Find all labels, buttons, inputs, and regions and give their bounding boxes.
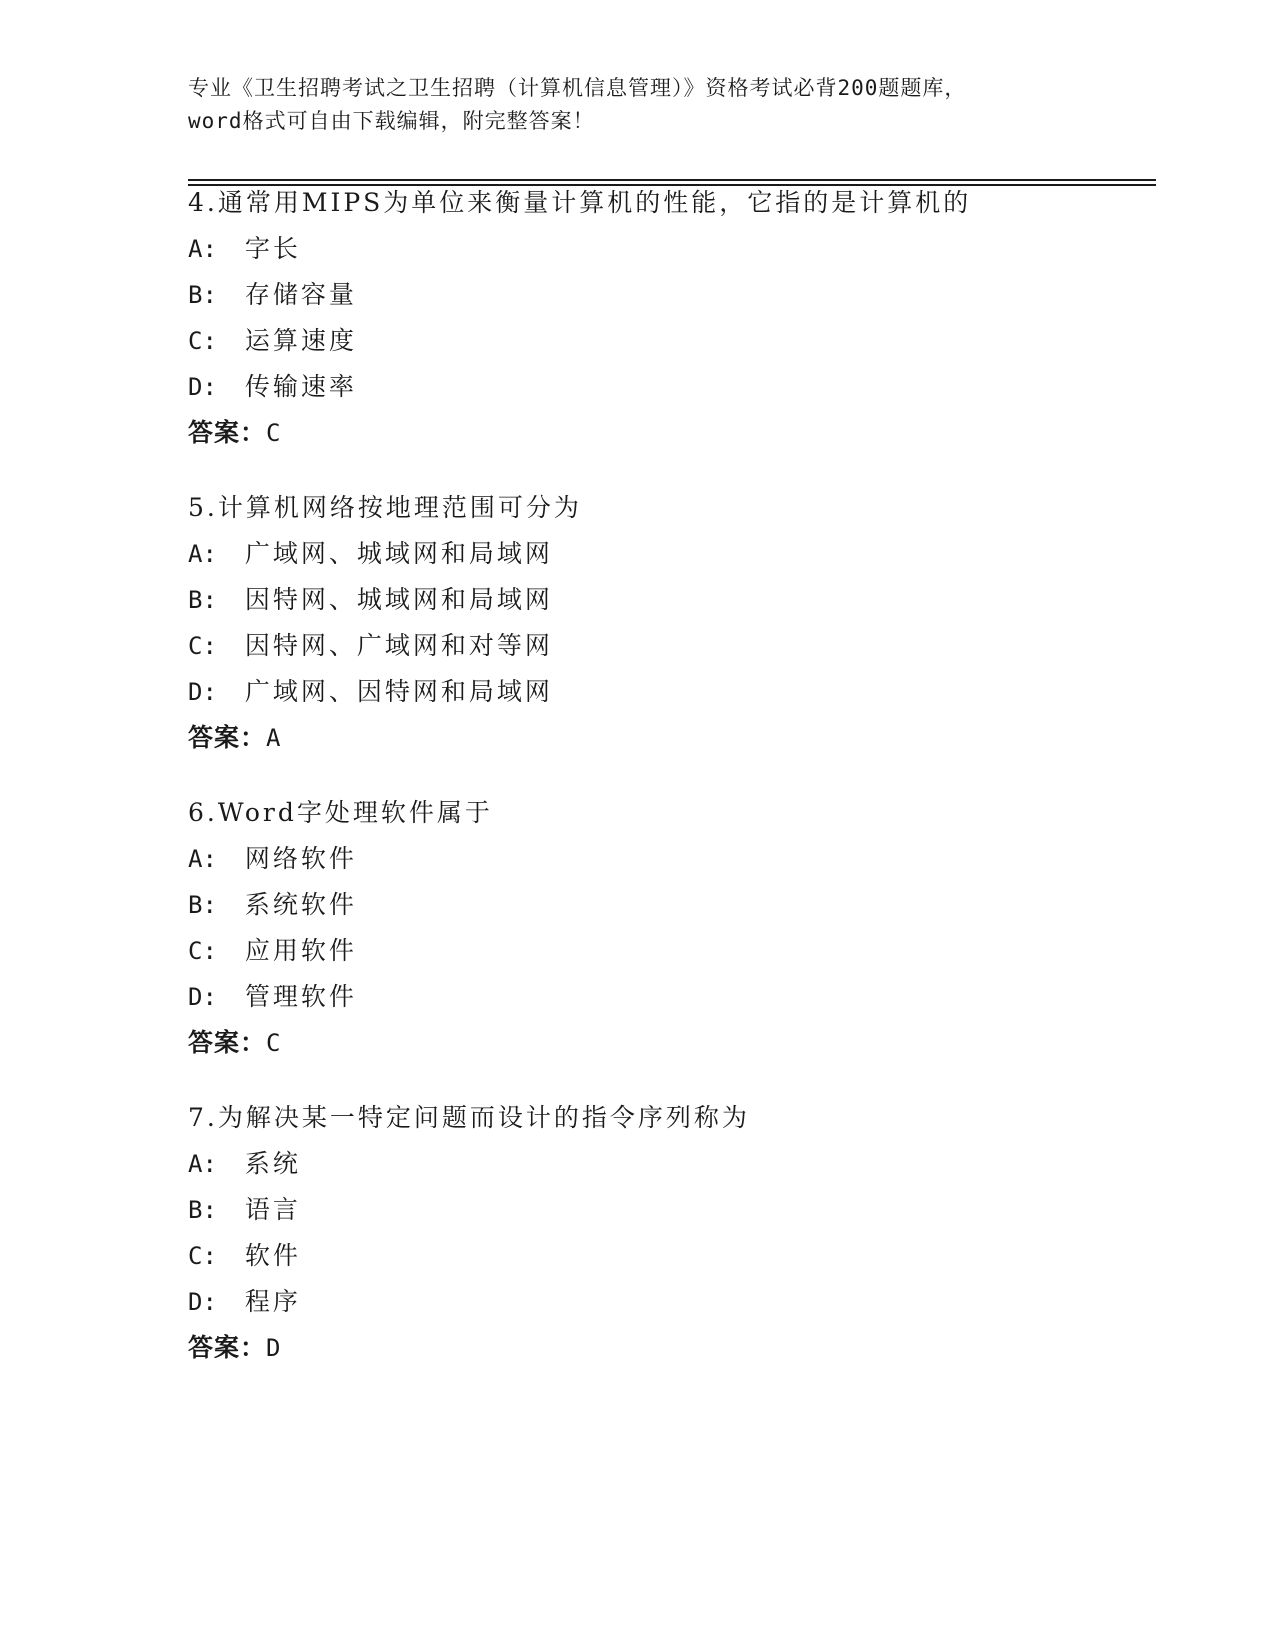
option-b (188, 1187, 1148, 1233)
option-text: 传输速率 (244, 372, 357, 401)
answer-value: A (266, 724, 284, 752)
option-letter: D: (188, 678, 217, 706)
option-text: 广域网、城域网和局域网 (244, 539, 553, 568)
option-d (188, 669, 1148, 715)
option-b (188, 577, 1148, 623)
option-letter: C: (188, 1242, 217, 1270)
option-text: 系统软件 (244, 890, 357, 919)
option-text: 网络软件 (244, 844, 357, 873)
answer-label: 答案： (188, 723, 267, 752)
option-letter: D: (188, 1288, 217, 1316)
option-letter: B: (188, 586, 217, 614)
answer-line (188, 410, 1148, 456)
answer-label: 答案： (188, 1333, 267, 1362)
option-letter: A: (188, 235, 217, 263)
option-text: 广域网、因特网和局域网 (244, 677, 553, 706)
option-b (188, 882, 1148, 928)
option-text: 程序 (244, 1287, 301, 1316)
option-a (188, 1141, 1148, 1187)
answer-value: C (266, 419, 284, 447)
option-text: 因特网、城域网和局域网 (244, 585, 553, 614)
option-text: 应用软件 (244, 936, 357, 965)
option-letter: D: (188, 373, 217, 401)
document-header (188, 72, 1088, 138)
answer-line (188, 715, 1148, 761)
header-title-line-1: 专业《卫生招聘考试之卫生招聘（计算机信息管理）》资格考试必背200题题库， (188, 76, 967, 100)
question-block (188, 790, 1148, 1066)
answer-value: D (266, 1334, 284, 1362)
option-text: 管理软件 (244, 982, 357, 1011)
option-text: 存储容量 (244, 280, 357, 309)
option-c (188, 928, 1148, 974)
option-a (188, 531, 1148, 577)
option-letter: A: (188, 845, 217, 873)
option-letter: C: (188, 327, 217, 355)
option-text: 运算速度 (244, 326, 357, 355)
question-stem: 6.Word字处理软件属于 (188, 798, 493, 827)
option-letter: A: (188, 540, 217, 568)
option-letter: B: (188, 1196, 217, 1224)
option-a (188, 836, 1148, 882)
option-letter: D: (188, 983, 217, 1011)
question-block (188, 180, 1148, 456)
option-text: 字长 (244, 234, 301, 263)
answer-value: C (266, 1029, 284, 1057)
option-d (188, 364, 1148, 410)
option-text: 语言 (244, 1195, 301, 1224)
option-c (188, 1233, 1148, 1279)
option-letter: B: (188, 891, 217, 919)
option-a (188, 226, 1148, 272)
option-c (188, 623, 1148, 669)
header-title-line-2: word格式可自由下载编辑，附完整答案！ (188, 109, 595, 133)
option-letter: C: (188, 937, 217, 965)
option-letter: B: (188, 281, 217, 309)
option-d (188, 1279, 1148, 1325)
question-block (188, 485, 1148, 761)
question-block (188, 1095, 1148, 1371)
answer-label: 答案： (188, 1028, 267, 1057)
option-letter: C: (188, 632, 217, 660)
answer-label: 答案： (188, 418, 267, 447)
option-d (188, 974, 1148, 1020)
option-text: 因特网、广域网和对等网 (244, 631, 553, 660)
question-stem: 4.通常用MIPS为单位来衡量计算机的性能，它指的是计算机的 (188, 188, 972, 217)
option-letter: A: (188, 1150, 217, 1178)
option-text: 软件 (244, 1241, 301, 1270)
answer-line (188, 1325, 1148, 1371)
option-b (188, 272, 1148, 318)
option-text: 系统 (244, 1149, 301, 1178)
answer-line (188, 1020, 1148, 1066)
option-c (188, 318, 1148, 364)
question-stem: 7.为解决某一特定问题而设计的指令序列称为 (188, 1103, 750, 1132)
question-stem: 5.计算机网络按地理范围可分为 (188, 493, 582, 522)
